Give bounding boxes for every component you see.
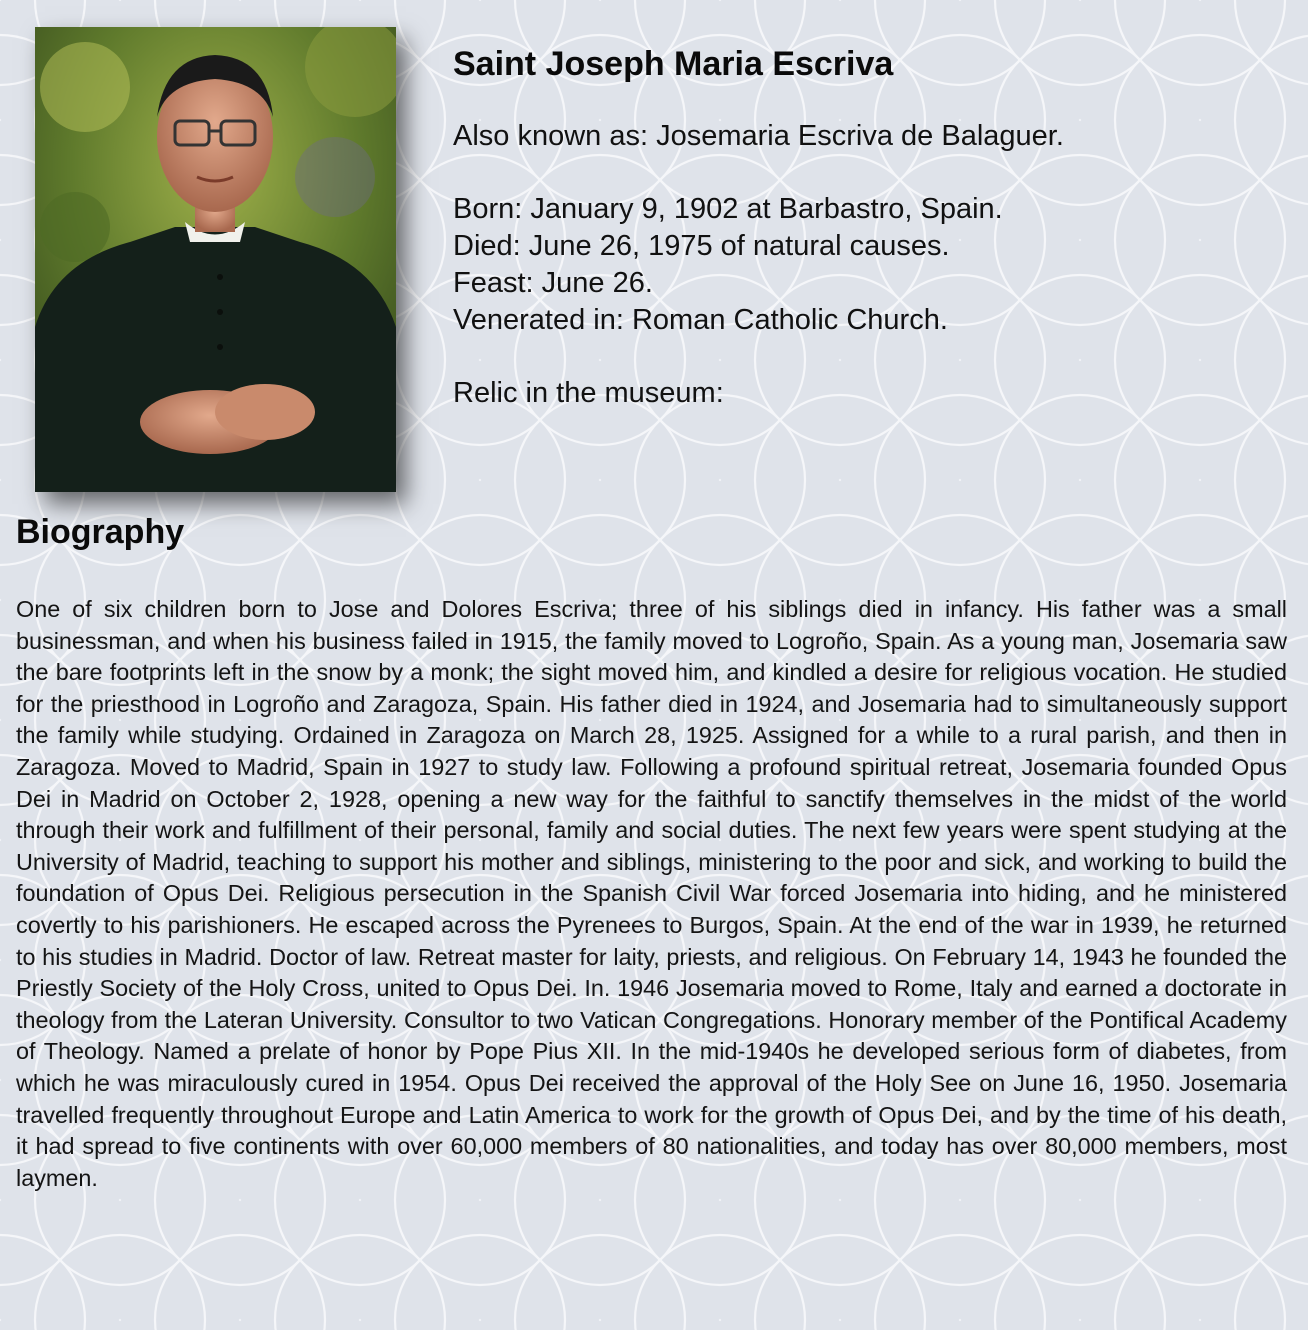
saint-info-panel (453, 44, 1273, 412)
born-date: Born: January 9, 1902 at Barbastro, Spain. (453, 193, 1003, 225)
relic-label: Relic in the museum: (453, 377, 724, 409)
also-known-as: Also known as: Josemaria Escriva de Balaguer. (453, 120, 1064, 152)
saint-portrait-photo (35, 27, 396, 492)
biography-text: One of six children born to Jose and Dolores Escriva; three of his siblings died in infancy. His father was a small businessman, and when his business failed in 1915, the family moved to Logroño, Spain. As a young man, Josemaria saw the bare footprints left in the snow by a monk; the sight moved him, and kindled a desire for religious vocation. He studied for the priesthood in Logroño and Zaragoza, Spain. His father died in 1924, and Josemaria had to simultaneously support the family while studying. Ordained in Zaragoza on March 28, 1925. Assigned for a while to a rural parish, and then in Zaragoza. Moved to Madrid, Spain in 1927 to study law. Following a profound spiritual retreat, Josemaria founded Opus Dei in Madrid on October 2, 1928, opening a new way for the faithful to sanctify themselves in the midst of the world through their work and fulfillment of their personal, family and social duties. The next few years were spent studying at the University of Madrid, teaching to support his mother and siblings, ministering to the poor and sick, and working to build the foundation of Opus Dei. Religious persecution in the Spanish Civil War forced Josemaria into hiding, and he ministered covertly to his parishioners. He escaped across the Pyrenees to Burgos, Spain. At the end of the war in 1939, he returned to his studies in Madrid. Doctor of law. Retreat master for laity, priests, and religious. On February 14, 1943 he founded the Priestly Society of the Holy Cross, united to Opus Dei. In. 1946 Josemaria moved to Rome, Italy and earned a doctorate in theology from the Lateran University. Consultor to two Vatican Congregations. Honorary member of the Pontifical Academy of Theology. Named a prelate of honor by Pope Pius XII. In the mid-1940s he developed serious form of diabetes, from which he was miraculously cured in 1954. Opus Dei received the approval of the Holy See on June 16, 1950. Josemaria travelled frequently throughout Europe and Latin America to work for the growth of Opus Dei, and by the time of his death, it had spread to five continents with over 60,000 members of 80 nationalities, and today has over 80,000 members, most laymen. (16, 596, 1287, 1191)
feast-date: Feast: June 26. (453, 267, 653, 299)
biography-heading: Biography (16, 513, 185, 551)
saint-name-title: Saint Joseph Maria Escriva (453, 45, 894, 83)
venerated-in: Venerated in: Roman Catholic Church. (453, 304, 948, 336)
died-date: Died: June 26, 1975 of natural causes. (453, 230, 950, 262)
